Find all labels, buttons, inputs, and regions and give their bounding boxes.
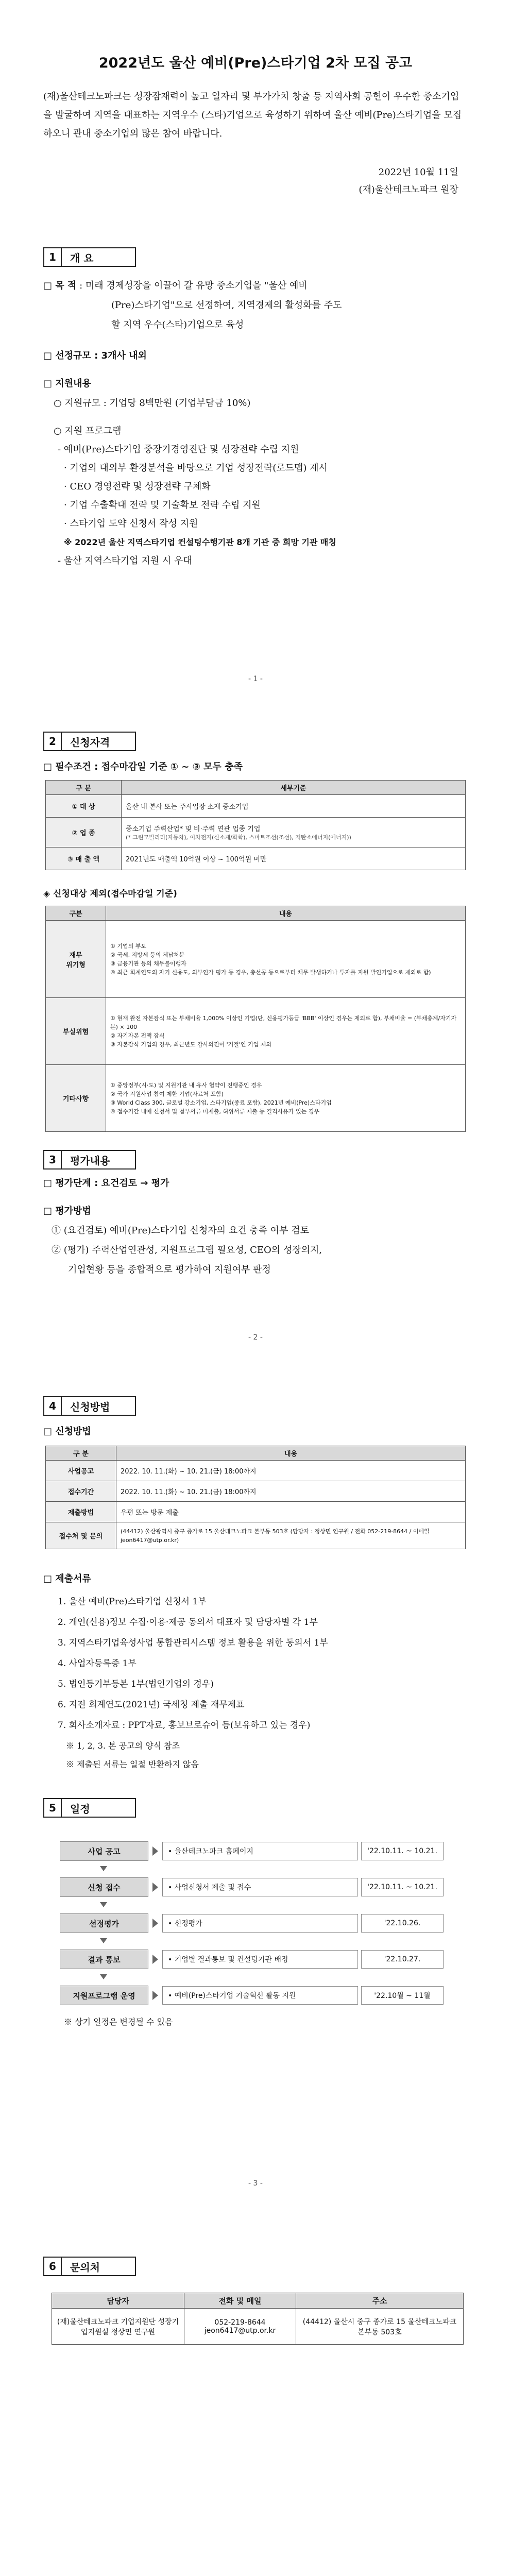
- row-note: (* 그린모빌리티(자동차), 이차전지(신소재/화학), 스마트조선(조선), 저탄소에너지(에너지)): [126, 834, 351, 841]
- step-name: 신청 접수: [60, 1877, 148, 1897]
- program-heading: ○ 지원 프로그램: [54, 426, 122, 436]
- step-date: '22.10.11. ~ 10.21.: [361, 1842, 444, 1860]
- table-header: 전화 및 메일: [184, 2293, 296, 2309]
- table-row: [52, 2309, 464, 2345]
- schedule-step: [60, 1877, 444, 1897]
- document-note: ※ 제출된 서류는 일절 반환하지 않음: [66, 1759, 199, 1769]
- row-item: ① 기업의 부도: [110, 942, 146, 950]
- arrow-right-icon: [152, 1955, 158, 1964]
- document-item: 7. 회사소개자료 : PPT자료, 홍보브로슈어 등(보유하고 있는 경우): [58, 1720, 311, 1731]
- selection-scale: □ 선정규모 : 3개사 내외: [43, 350, 147, 361]
- row-item: ④ 최근 회계연도의 자기 신용도, 외부인가 평가 등 경우, 총선공 등으로부터 채무 발생하거나 투자를 지원 발인기업으로 제외로 함): [110, 969, 431, 976]
- row-label: 부실위험: [46, 998, 106, 1065]
- table-row: [46, 1522, 466, 1549]
- table-row: [46, 1481, 466, 1502]
- program-item: · 기업의 대외부 환경분석을 바탕으로 기업 성장전략(로드맵) 제시: [64, 463, 328, 473]
- arrow-down-icon: [100, 1974, 107, 1979]
- purpose-text: : 미래 경제성장을 이끌어 갈 유망 중소기업을 "울산 예비: [79, 280, 308, 291]
- row-item: ③ 자본잠식 기업의 경우, 최근년도 감사의견이 '거절'인 기업 제외: [110, 1041, 272, 1048]
- row-value: 우편 또는 방문 제출: [116, 1502, 466, 1522]
- step-date: '22.10월 ~ 11월: [361, 1986, 444, 2005]
- row-item: ③ World Class 300, 글로벌 강소기업, 스타기업(종료 포함), 2021년 예비(Pre)스타기업: [110, 1099, 332, 1106]
- step-date: '22.10.11. ~ 10.21.: [361, 1878, 444, 1896]
- contact-phone-email: 052-219-8644 jeon6417@utp.or.kr: [184, 2309, 296, 2345]
- row-label: 접수처 및 문의: [46, 1522, 116, 1549]
- schedule-step: [60, 1913, 444, 1933]
- section-label: 일정: [62, 1798, 136, 1818]
- table-header: 구분: [46, 906, 106, 921]
- table-row: [46, 1065, 466, 1132]
- section-label: 문의처: [62, 2257, 136, 2276]
- row-item: ① 중앙정부(시·도) 및 지원기관 내 유사 협약이 진행중인 경우: [110, 1081, 262, 1089]
- section-6-header: [43, 2257, 136, 2276]
- table-row: [46, 795, 466, 818]
- section-label: 개 요: [62, 247, 136, 267]
- section-1-header: [43, 247, 136, 267]
- evaluation-item: 기업현황 등을 종합적으로 평가하여 지원여부 판정: [68, 1264, 271, 1275]
- section-label: 신청자격: [62, 732, 136, 751]
- arrow-down-icon: [100, 1938, 107, 1943]
- section-number: 4: [43, 1396, 62, 1416]
- page-number: - 3 -: [248, 2179, 263, 2188]
- documents-heading: □ 제출서류: [43, 1573, 91, 1584]
- table-row: [46, 921, 466, 998]
- application-method: □ 신청방법: [43, 1426, 91, 1437]
- document-item: 4. 사업자등록증 1부: [58, 1658, 137, 1669]
- schedule-step: [60, 1986, 444, 2005]
- support-heading: □ 지원내용: [43, 378, 91, 389]
- table-header: 주소: [296, 2293, 464, 2309]
- step-name: 결과 통보: [60, 1950, 148, 1969]
- schedule-note: ※ 상기 일정은 변경될 수 있음: [64, 2017, 173, 2027]
- arrow-down-icon: [100, 1902, 107, 1907]
- row-label: ③ 매 출 액: [46, 848, 122, 870]
- step-name: 선정평가: [60, 1913, 148, 1933]
- row-label: ① 대 상: [46, 795, 122, 818]
- row-item: ② 자기자본 전액 잠식: [110, 1032, 165, 1039]
- step-date: '22.10.26.: [361, 1914, 444, 1933]
- section-2-header: [43, 732, 136, 751]
- section-4-header: [43, 1396, 136, 1416]
- program-item: · 스타기업 도약 신청서 작성 지원: [64, 518, 198, 529]
- purpose-label: □ 목 적: [43, 280, 77, 291]
- document-item: 2. 개인(신용)정보 수집·이용·제공 동의서 대표자 및 담당자별 각 1부: [58, 1617, 318, 1628]
- program-item: · 기업 수출확대 전략 및 기술확보 전략 수립 지원: [64, 500, 261, 511]
- application-table: [45, 1446, 466, 1549]
- row-item: ① 현재 완전 자본잠식 또는 부채비율 1,000% 이상인 기업(단, 신용평가등급 'BBB' 이상인 경우는 제외로 함), 부채비율 = (부채총계/자기자본) × 100: [110, 1014, 457, 1030]
- section-number: 5: [43, 1798, 62, 1818]
- row-item: ② 국가 지원사업 참여 제한 기업(자료처 포함): [110, 1090, 224, 1097]
- purpose-text-3: 할 지역 우수(스타)기업으로 육성: [111, 319, 244, 330]
- evaluation-steps: □ 평가단계 : 요건검토 → 평가: [43, 1178, 169, 1189]
- row-label: 재무 위기형: [46, 921, 106, 998]
- schedule-step: [60, 1841, 444, 1861]
- exclusion-heading: ◈ 신청대상 제외(접수마감일 기준): [43, 889, 177, 899]
- step-desc: • 울산테크노파크 홈페이지: [162, 1842, 358, 1860]
- document-item: 5. 법인등기부등본 1부(법인기업의 경우): [58, 1679, 214, 1689]
- section-number: 3: [43, 1150, 62, 1170]
- table-header: 담당자: [52, 2293, 184, 2309]
- schedule-step: [60, 1950, 444, 1969]
- document-note: ※ 1, 2, 3. 본 공고의 양식 참조: [66, 1741, 180, 1751]
- page-number: - 2 -: [248, 1333, 263, 1342]
- step-name: 사업 공고: [60, 1841, 148, 1861]
- arrow-right-icon: [152, 1991, 158, 2000]
- section-number: 6: [43, 2257, 62, 2276]
- document-item: 6. 지전 회계연도(2021년) 국세청 제출 재무제표: [58, 1700, 245, 1710]
- step-desc: • 예비(Pre)스타기업 기술혁신 활동 지원: [162, 1986, 358, 2005]
- row-item: ② 국세, 지방세 등의 체납처분: [110, 951, 185, 958]
- program-item: - 예비(Pre)스타기업 중장기경영진단 및 성장전략 수립 지원: [58, 444, 299, 455]
- table-row: [46, 1502, 466, 1522]
- row-item: ③ 금융기관 등의 채무불이행자: [110, 960, 186, 967]
- row-value: 울산 내 본사 또는 주사업장 소재 중소기업: [122, 795, 466, 818]
- evaluation-method: □ 평가방법: [43, 1206, 91, 1216]
- support-scale: ○ 지원규모 : 기업당 8백만원 (기업부담금 10%): [54, 398, 251, 409]
- arrow-right-icon: [152, 1919, 158, 1928]
- section-label: 평가내용: [62, 1150, 136, 1170]
- contact-address: (44412) 울산시 중구 종가로 15 울산테크노파크 본부동 503호: [296, 2309, 464, 2345]
- section-3-header: [43, 1150, 136, 1170]
- intro-paragraph: (재)울산테크노파크는 성장잠재력이 높고 일자리 및 부가가치 창출 등 지역사회 공헌이 우수한 중소기업을 발굴하여 지역을 대표하는 지역우수 (스타)기업으로 육성하기 위하여 울산 예비(Pre)스타기업을 모집하오니 관내 중소기업의 많은 참여 바랍니다.: [43, 91, 462, 139]
- table-header: 세부기준: [122, 781, 466, 795]
- row-label: ② 업 종: [46, 818, 122, 848]
- arrow-right-icon: [152, 1883, 158, 1892]
- table-header: 내용: [106, 906, 466, 921]
- row-label: 접수기간: [46, 1481, 116, 1502]
- date-block: [288, 164, 458, 199]
- contact-table: [52, 2293, 464, 2345]
- row-label: 기타사항: [46, 1065, 106, 1132]
- section-label: 신청방법: [62, 1396, 136, 1416]
- step-desc: • 기업별 결과통보 및 컨설팅기관 배정: [162, 1950, 358, 1969]
- row-value: 2022. 10. 11.(화) ~ 10. 21.(금) 18:00까지: [116, 1481, 466, 1502]
- required-conditions: □ 필수조건 : 접수마감일 기준 ① ~ ③ 모두 충족: [43, 761, 243, 772]
- row-item: ④ 접수기간 내에 신청서 및 첨부서류 미제출, 허위서류 제출 등 결격사유가 있는 경우: [110, 1108, 319, 1115]
- program-item: · CEO 경영전략 및 성장전략 구체화: [64, 481, 211, 492]
- arrow-right-icon: [152, 1846, 158, 1856]
- row-value: (44412) 울산광역시 중구 종가로 15 울산테크노파크 본부동 503호 (담당자 : 정상민 연구원 / 전화 052-219-8644 / 이메일 jeon6417@utp.or.kr): [116, 1522, 466, 1549]
- table-header: 구 분: [46, 1446, 116, 1461]
- table-row: [46, 818, 466, 848]
- exclusion-table: [45, 906, 466, 1132]
- program-note: ※ 2022년 울산 지역스타기업 컨설팅수행기관 8개 기관 중 희망 기관 매칭: [64, 537, 336, 547]
- purpose-text-2: (Pre)스타기업"으로 선정하여, 지역경제의 활성화를 주도: [111, 300, 342, 311]
- evaluation-item: ① (요건검토) 예비(Pre)스타기업 신청자의 요건 충족 여부 검토: [52, 1225, 310, 1236]
- document-item: 1. 울산 예비(Pre)스타기업 신청서 1부: [58, 1597, 207, 1607]
- row-label: 제출방법: [46, 1502, 116, 1522]
- row-label: 사업공고: [46, 1461, 116, 1481]
- program-item: - 울산 지역스타기업 지원 시 우대: [58, 555, 192, 566]
- table-row: [46, 1461, 466, 1481]
- table-header: 구 분: [46, 781, 122, 795]
- row-value: 2022. 10. 11.(화) ~ 10. 21.(금) 18:00까지: [116, 1461, 466, 1481]
- section-number: 1: [43, 247, 62, 267]
- row-value: 2021년도 매출액 10억원 이상 ~ 100억원 미만: [122, 848, 466, 870]
- evaluation-item: ② (평가) 주력산업연관성, 지원프로그램 필요성, CEO의 성장의지,: [52, 1245, 322, 1256]
- document-item: 3. 지역스타기업육성사업 통합관리시스템 정보 활용을 위한 동의서 1부: [58, 1638, 328, 1648]
- step-desc: • 사업신청서 제출 및 접수: [162, 1878, 358, 1896]
- table-header: 내용: [116, 1446, 466, 1461]
- step-name: 지원프로그램 운영: [60, 1986, 148, 2005]
- step-date: '22.10.27.: [361, 1950, 444, 1969]
- row-value: 중소기업 주력산업* 및 비·주력 연관 업종 기업: [126, 825, 261, 833]
- announce-date: 2022년 10월 11일: [378, 167, 458, 178]
- section-5-header: [43, 1798, 136, 1818]
- page-title: 2022년도 울산 예비(Pre)스타기업 2차 모집 공고: [98, 55, 413, 71]
- step-desc: • 선정평가: [162, 1914, 358, 1933]
- table-row: [46, 848, 466, 870]
- page-number: - 1 -: [248, 675, 263, 683]
- requirements-table: [45, 780, 466, 870]
- contact-person: (재)울산테크노파크 기업지원단 성장기업지원실 정상민 연구원: [52, 2309, 184, 2345]
- announce-org: (재)울산테크노파크 원장: [359, 184, 458, 195]
- section-number: 2: [43, 732, 62, 751]
- arrow-down-icon: [100, 1866, 107, 1871]
- table-row: [46, 998, 466, 1065]
